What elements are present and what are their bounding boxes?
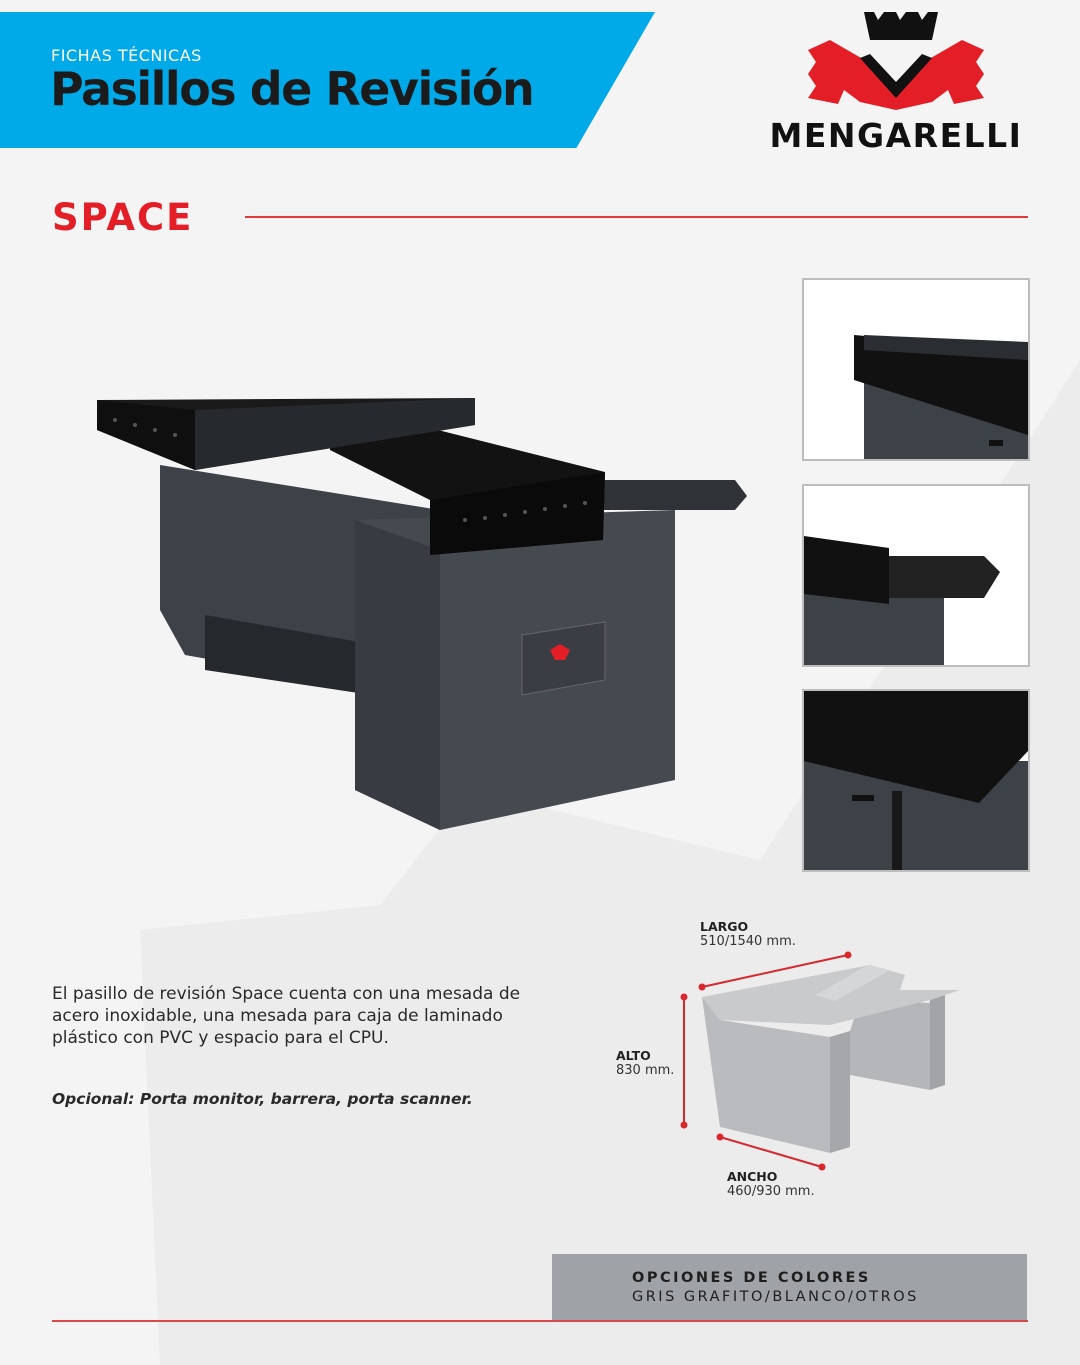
detail-thumbnail-1	[802, 278, 1030, 461]
logo-emblem-icon	[808, 10, 984, 110]
ancho-label: ANCHO	[727, 1169, 778, 1184]
mengarelli-logo	[762, 10, 1030, 155]
dimensions-diagram	[600, 915, 980, 1215]
header-kicker: FICHAS TÉCNICAS	[51, 46, 202, 65]
ancho-value: 460/930 mm.	[727, 1184, 815, 1199]
detail-thumbnail-3	[802, 689, 1030, 872]
alto-value: 830 mm.	[616, 1063, 675, 1078]
largo-label: LARGO	[700, 919, 749, 934]
color-options-box	[552, 1254, 1027, 1320]
detail-thumbnail-2	[802, 484, 1030, 667]
optional-label: Opcional	[52, 1090, 129, 1108]
color-options-title: OPCIONES DE COLORES	[632, 1270, 871, 1286]
optional-text: : Porta monitor, barrera, porta scanner.	[128, 1090, 473, 1108]
optional-accessories	[52, 1090, 473, 1108]
bottom-divider	[52, 1320, 1028, 1322]
main-product-image	[85, 370, 765, 840]
alto-label: ALTO	[616, 1048, 651, 1063]
page-title: Pasillos de Revisión	[50, 62, 534, 116]
title-divider	[245, 216, 1028, 218]
largo-value: 510/1540 mm.	[700, 934, 796, 949]
product-name: SPACE	[52, 196, 194, 239]
color-options-values: GRIS GRAFITO/BLANCO/OTROS	[632, 1289, 919, 1305]
brand-name: MENGARELLI	[769, 116, 1023, 155]
product-description: El pasillo de revisión Space cuenta con una mesada de acero inoxidable, una mesada para caja de laminado plástico con PVC y espacio para el CPU.	[52, 984, 521, 1048]
